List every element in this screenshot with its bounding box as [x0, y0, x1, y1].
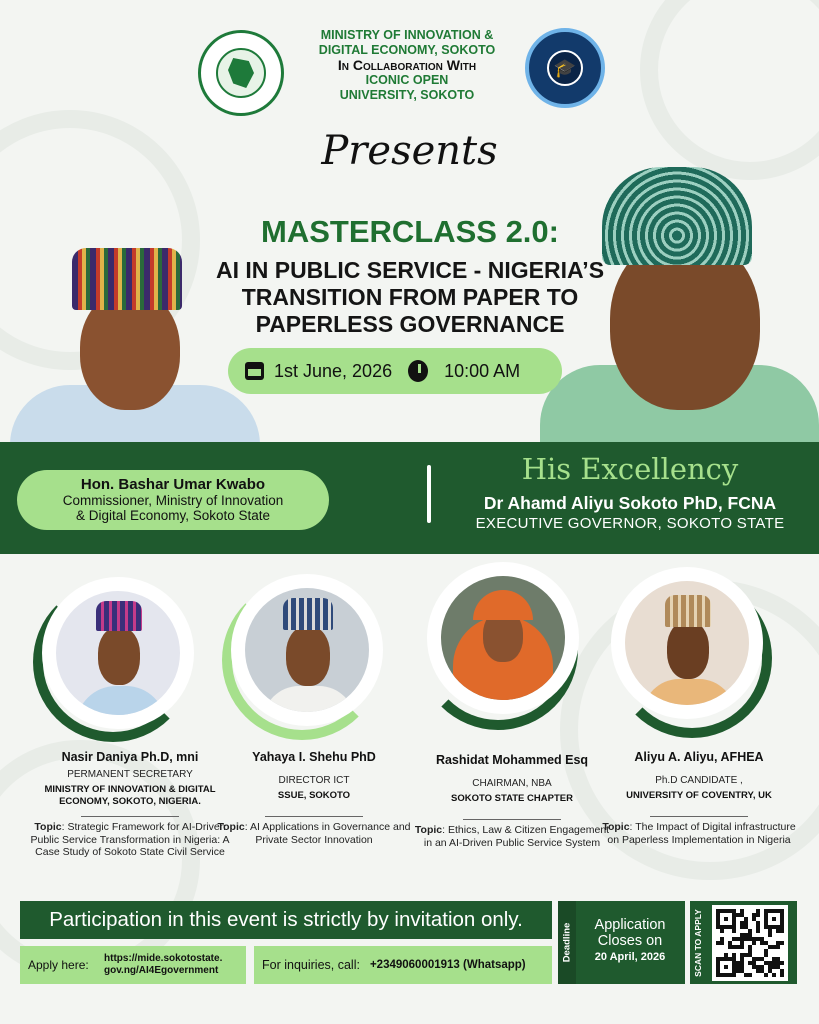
- speaker-name: Rashidat Mohammed Esq: [435, 753, 589, 767]
- graduation-cap-icon: 🎓: [547, 50, 583, 86]
- event-time: 10:00 AM: [444, 360, 521, 381]
- deadline-box: [558, 901, 685, 984]
- speaker-name: Yahaya I. Shehu PhD: [252, 750, 376, 764]
- speaker-name: Aliyu A. Aliyu, AFHEA: [634, 750, 764, 764]
- speaker-card: [599, 750, 799, 846]
- subtitle-line1: AI IN PUBLIC SERVICE - NIGERIA’S: [215, 257, 605, 283]
- deadline-text: Application Closes on: [594, 917, 666, 949]
- commissioner-role-line2: & Digital Economy, Sokoto State: [75, 508, 271, 523]
- event-date: 1st June, 2026: [274, 360, 393, 381]
- inquiries-number[interactable]: +2349060001913 (Whatsapp): [369, 959, 526, 971]
- speaker-topic: Topic: AI Applications in Governance and Private Sector Innovation: [217, 821, 411, 846]
- speaker-divider: [463, 819, 561, 820]
- qr-box: [690, 901, 797, 984]
- apply-link[interactable]: https://mide.sokotostate. gov.ng/AI4Egovernment: [104, 953, 223, 976]
- deadline-tab: Deadline: [558, 901, 576, 984]
- speaker-org: UNIVERSITY OF COVENTRY, UK: [626, 790, 772, 801]
- invitation-notice: Participation in this event is strictly by invitation only.: [20, 901, 552, 939]
- ministry-logo: [198, 30, 284, 116]
- subtitle-line2: TRANSITION FROM PAPER TO: [241, 284, 579, 310]
- commissioner-name: Hon. Bashar Umar Kwabo: [80, 476, 266, 493]
- presents-text: Presents: [321, 128, 498, 174]
- sokoto-map-icon: [228, 58, 254, 88]
- collab-text: In Collaboration With: [337, 57, 477, 73]
- scan-label: SCAN TO APPLY: [693, 908, 704, 977]
- speaker-photo: [237, 580, 377, 720]
- speaker-photo: [617, 573, 757, 713]
- speaker-org: SOKOTO STATE CHAPTER: [451, 793, 573, 804]
- speaker-divider: [650, 816, 748, 817]
- masterclass-title: MASTERCLASS 2.0:: [261, 214, 559, 249]
- speaker-org: SSUE, SOKOTO: [277, 790, 351, 801]
- clock-icon: [408, 361, 428, 381]
- apply-label: Apply here:: [28, 958, 89, 972]
- partner-line2: UNIVERSITY, SOKOTO: [339, 88, 475, 102]
- speaker-topic: Topic: Strategic Framework for AI-Driven Public Service Transformation in Nigeria: A Case Study of Sokoto State Civil Service: [30, 821, 230, 858]
- speaker-card: [214, 750, 414, 846]
- commissioner-pill: [17, 470, 329, 530]
- speaker-org: MINISTRY OF INNOVATION & DIGITAL ECONOMY, SOKOTO, NIGERIA.: [44, 784, 216, 807]
- excellency-heading: His Excellency: [521, 452, 739, 486]
- organizers: [300, 28, 514, 103]
- speaker-topic: Topic: The Impact of Digital infrastructure on Paperless Implementation in Nigeria: [602, 821, 796, 846]
- speaker-card: [30, 750, 230, 859]
- subtitle-line3: PAPERLESS GOVERNANCE: [255, 311, 565, 337]
- event-subtitle: [170, 257, 650, 338]
- speaker-name: Nasir Daniya Ph.D, mni: [61, 750, 199, 764]
- speaker-photo: [48, 583, 188, 723]
- speaker-card: [412, 753, 612, 849]
- speaker-role: PERMANENT SECRETARY: [67, 769, 193, 780]
- speaker-photo: [433, 568, 573, 708]
- speaker-role: CHAIRMAN, NBA: [472, 778, 552, 789]
- deadline-date: 20 April, 2026: [594, 951, 666, 963]
- date-time-pill: [228, 348, 562, 394]
- org-line1: MINISTRY OF INNOVATION &: [320, 28, 494, 42]
- governor-role: EXECUTIVE GOVERNOR, SOKOTO STATE: [475, 515, 785, 532]
- speaker-role: Ph.D CANDIDATE ,: [655, 775, 743, 786]
- inquiries-label: For inquiries, call:: [262, 958, 360, 972]
- banner-divider: [427, 465, 431, 523]
- speaker-topic: Topic: Ethics, Law & Citizen Engagement in an AI-Driven Public Service System: [414, 824, 610, 849]
- inquiries-box: [254, 946, 552, 984]
- iconic-university-logo: [525, 28, 605, 108]
- apply-box: [20, 946, 246, 984]
- org-line2: DIGITAL ECONOMY, SOKOTO: [318, 43, 496, 57]
- speaker-divider: [81, 816, 179, 817]
- partner-line1: ICONIC OPEN: [365, 73, 449, 87]
- calendar-icon: [244, 361, 264, 381]
- commissioner-role-line1: Commissioner, Ministry of Innovation: [62, 493, 284, 508]
- qr-code[interactable]: [712, 905, 788, 981]
- speaker-divider: [265, 816, 363, 817]
- governor-name: Dr Ahamd Aliyu Sokoto PhD, FCNA: [483, 493, 777, 513]
- speaker-role: DIRECTOR ICT: [278, 775, 350, 786]
